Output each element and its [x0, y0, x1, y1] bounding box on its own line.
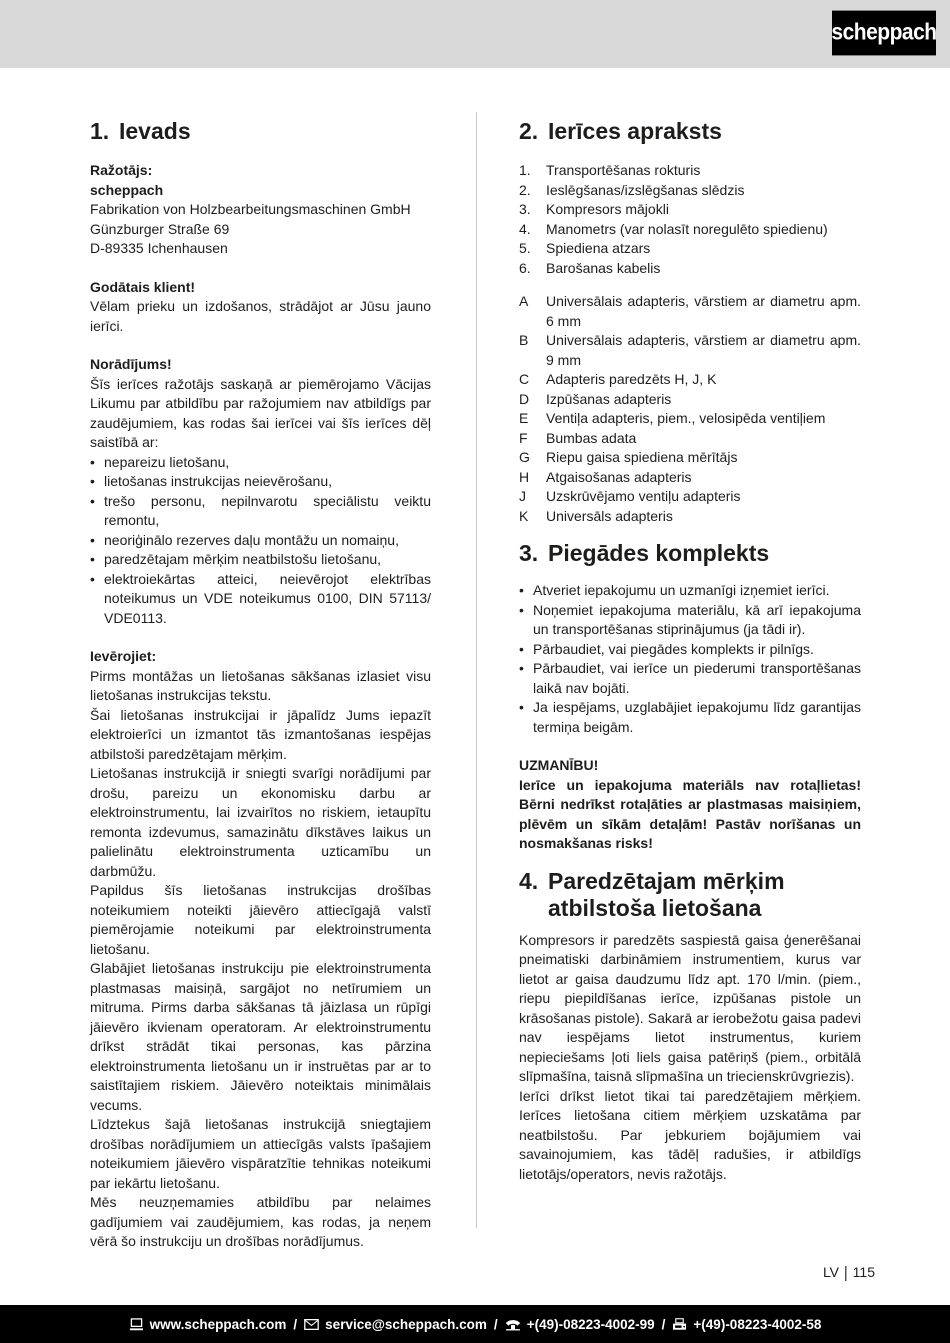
- item-text: Universālais adapteris, vārstiem ar diametru apm. 9 mm: [546, 332, 861, 368]
- item-text: Ventiļa adapteris, piem., velosipēda ventiļiem: [546, 410, 826, 426]
- item-number: 2.: [519, 181, 531, 198]
- bullet-marker: •: [90, 551, 95, 567]
- bullet-marker: •: [519, 601, 524, 618]
- section-3-number: 3.: [519, 540, 539, 566]
- note-bullet-text: elektroiekārtas atteici, neievērojot elektrības noteikumus un VDE noteikumus 0100, DIN 57113/ VDE0113.: [104, 570, 431, 626]
- item-letter: J: [519, 488, 526, 504]
- section-1-number: 1.: [90, 118, 110, 144]
- delivery-bullet-item: [519, 659, 861, 698]
- warning-heading: UZMANĪBU!: [519, 757, 599, 773]
- footer-separator: /: [293, 1316, 298, 1332]
- item-text: Adapteris paredzēts H, J, K: [546, 371, 717, 387]
- address-line: D-89335 Ichenhausen: [90, 240, 228, 256]
- item-text: Barošanas kabelis: [546, 259, 661, 276]
- observe-paragraph: Mēs neuzņemamies atbildību par nelaimes gadījumiem vai zaudējumiem, kas rodas, ja neņem vērā šo instrukciju un drošības norādījumus.: [90, 1194, 431, 1249]
- observe-paragraph: Papildus šīs lietošanas instrukcijas drošības noteikumiem noteikti jāievēro attiecīgajā valstī piemērojamie noteikumi par elektroinstrumenta lietošanu.: [90, 882, 431, 957]
- item-text: Kompresors mājokli: [546, 201, 669, 217]
- item-number: 4.: [519, 220, 531, 237]
- scheppach-logo-text: scheppach: [831, 19, 937, 46]
- footer-contact-bar: [0, 1305, 950, 1343]
- warning-block: [519, 756, 861, 854]
- envelope-icon: [304, 1319, 319, 1330]
- item-letter: D: [519, 390, 530, 407]
- delivery-bullet-text: Noņemiet iepakojuma materiālu, kā arī iepakojuma un transportēšanas stiprinājumus (ja tādi ir).: [533, 601, 861, 637]
- item-letter: A: [519, 293, 529, 309]
- observe-paragraph: Glabājiet lietošanas instrukciju pie elektroinstrumenta plastmasas maisiņā, sargājot no netīrumiem un mitruma. Pirms darba sākšanas tā jāizlasa un rūpīgi jāievēro ikvienam operatoram. Ar elektroinstrumentu drīkst strādāt tikai personas, kas pārzina elektroinstrumenta lietošanu un ir instruētas par ar to saistītajiem riskiem. Jāievēro noteiktais minimālais vecums.: [90, 960, 431, 1113]
- intended-use-paragraph: Kompresors ir paredzēts saspiestā gaisa ģenerēšanai pneimatiski darbināmiem instrumentiem, kurus var lietot ar gaisa daudzumu līdz apt. 170 l/min. (piem., riepu piepildīšanas ierīce, izpūšanas pistole un krāsošanas pistole). Sakarā ar ierobežotu gaisa padevi nav iespējams lietot instrumentus, kuriem nepieciešams ļoti liels gaisa patēriņš (piem., orbitālā slīpmašīna, taisnā slīpmašīna un triecienskrūvgriezis).: [519, 931, 861, 1084]
- address-line: Fabrikation von Holzbearbeitungsmaschinen GmbH: [90, 201, 411, 217]
- note-intro: Šīs ierīces ražotājs saskaņā ar piemērojamo Vācijas Likumu par atbildību par ražojumiem nav atbildīgs par zaudējumiem, kas rodas šai ierīcei vai šīs ierīces dēļ saistībā ar:: [90, 375, 431, 450]
- note-bullet-text: paredzētajam mērķim neatbilstošu lietošanu,: [104, 551, 382, 567]
- section-2-title: Ierīces apraksts: [548, 118, 722, 144]
- delivery-bullet-item: [519, 581, 861, 601]
- item-letter: E: [519, 410, 529, 426]
- note-bullet-text: lietošanas instrukcijas neievērošanu,: [104, 473, 333, 489]
- note-heading: Norādījums!: [90, 356, 172, 372]
- footer-phone-item: [505, 1317, 655, 1332]
- adapter-lettered-item: [519, 429, 861, 449]
- item-text: Bumbas adata: [546, 429, 637, 446]
- device-numbered-item: [519, 181, 861, 201]
- adapter-lettered-item: [519, 409, 861, 429]
- section-2-number: 2.: [519, 118, 539, 144]
- delivery-bullet-text: Pārbaudiet, vai piegādes komplekts ir pilnīgs.: [533, 640, 814, 657]
- adapter-lettered-item: [519, 390, 861, 410]
- bullet-marker: •: [90, 473, 95, 489]
- fax-icon: [672, 1318, 687, 1331]
- section-4-heading: [519, 868, 861, 922]
- scheppach-logo: [832, 11, 936, 56]
- page-marker-separator: |: [844, 1262, 848, 1282]
- observe-paragraph: Šai lietošanas instrukcijai ir jāpalīdz Jums iepazīt elektroierīci un izmantot tās izmantošanas iespējas atbilstoši paredzētajam mērķim.: [90, 706, 431, 762]
- manufacturer-name: scheppach: [90, 181, 164, 198]
- delivery-bullet-item: [519, 640, 861, 660]
- delivery-bullet-item: [519, 601, 861, 640]
- adapter-lettered-item: [519, 507, 861, 527]
- section-1-title: Ievads: [119, 118, 191, 144]
- note-bullet-item: [90, 531, 431, 551]
- delivery-bullet-text: Atveriet iepakojumu un uzmanīgi izņemiet ierīci.: [533, 582, 830, 598]
- left-column: [90, 118, 431, 1252]
- item-number: 3.: [519, 201, 531, 217]
- item-text: Spiediena atzars: [546, 240, 651, 256]
- footer-fax-item: [672, 1317, 821, 1332]
- customer-heading: Godātais klient!: [90, 278, 196, 295]
- device-numbered-item: [519, 200, 861, 220]
- item-text: Manometrs (var nolasīt noregulēto spiedienu): [546, 220, 828, 237]
- footer-separator: /: [661, 1316, 666, 1332]
- footer-fax: +(49)-08223-4002-58: [693, 1316, 822, 1332]
- section-3-title: Piegādes komplekts: [548, 540, 770, 566]
- section-3-heading: [519, 540, 861, 567]
- page-marker: [823, 1263, 875, 1282]
- adapter-lettered-item: [519, 370, 861, 390]
- computer-icon: [129, 1318, 144, 1331]
- section-4-title: Paredzētajam mērķim atbilstoša lietošana: [548, 867, 785, 921]
- delivery-bullet-item: [519, 698, 861, 737]
- footer-email-item: [304, 1317, 487, 1332]
- note-bullet-item: [90, 550, 431, 570]
- bullet-marker: •: [519, 582, 524, 598]
- footer-separator: /: [493, 1316, 498, 1332]
- item-number: 1.: [519, 162, 531, 178]
- observe-paragraph: Lietošanas instrukcijā ir sniegti svarīgi norādījumi par drošu, pareizu un ekonomisku darbu ar elektroinstrumentu, lai izvairītos no riskiem, ietaupītu remonta izdevumus, samazinātu dīkstāves laikus un palielinātu elektroinstrumenta uzticamību un darbmūžu.: [90, 765, 431, 879]
- bullet-marker: •: [90, 531, 95, 548]
- item-letter: C: [519, 371, 530, 387]
- item-text: Universālais adapteris, vārstiem ar diametru apm. 6 mm: [546, 293, 861, 329]
- intended-use-paragraph: Ierīci drīkst lietot tikai tai paredzētajiem mērķiem. Ierīces lietošana citiem mērķiem uzskatāma par neatbilstošu. Par jebkuriem bojājumiem vai savainojumiem, kas tādēļ radušies, ir atbildīgs lietotājs/operators, nevis ražotājs.: [519, 1087, 861, 1182]
- bullet-marker: •: [90, 570, 95, 587]
- note-bullet-text: trešo personu, nepilnvarotu speciālistu veiktu remontu,: [104, 492, 431, 528]
- footer-phone: +(49)-08223-4002-99: [526, 1316, 655, 1332]
- item-text: Ieslēgšanas/izslēgšanas slēdzis: [546, 181, 745, 198]
- phone-icon: [505, 1318, 521, 1331]
- adapter-lettered-item: [519, 468, 861, 488]
- item-text: Izpūšanas adapteris: [546, 390, 672, 407]
- item-text: Uzskrūvējamo ventiļu adapteris: [546, 488, 741, 504]
- device-numbered-item: [519, 239, 861, 259]
- bullet-marker: •: [519, 640, 524, 657]
- header-band: [0, 0, 950, 68]
- item-letter: B: [519, 332, 529, 348]
- item-text: Transportēšanas rokturis: [546, 162, 701, 178]
- note-bullet-item: [90, 570, 431, 629]
- column-divider: [476, 112, 477, 1228]
- device-numbered-item: [519, 259, 861, 279]
- item-letter: K: [519, 507, 529, 524]
- adapter-lettered-item: [519, 331, 861, 370]
- item-text: Atgaisošanas adapteris: [546, 468, 692, 485]
- bullet-marker: •: [519, 660, 524, 676]
- warning-text: Ierīce un iepakojuma materiāls nav rotaļlietas! Bērni nedrīkst rotaļāties ar plastmasas maisiņiem, plēvēm un sīkām detaļām! Pastāv norīšanas un nosmakšanas risks!: [519, 776, 861, 851]
- observe-heading: Ievērojiet:: [90, 648, 157, 664]
- bullet-marker: •: [90, 453, 95, 470]
- item-number: 5.: [519, 240, 531, 256]
- note-bullet-text: neoriģinālo rezerves daļu montāžu un nomaiņu,: [104, 531, 399, 548]
- item-letter: G: [519, 449, 530, 465]
- item-text: Riepu gaisa spiediena mērītājs: [546, 449, 738, 465]
- item-text: Universāls adapteris: [546, 507, 673, 524]
- customer-text: Vēlam prieku un izdošanos, strādājot ar Jūsu jauno ierīci.: [90, 298, 431, 334]
- footer-website-item: [129, 1317, 287, 1332]
- note-bullet-item: [90, 472, 431, 492]
- bullet-marker: •: [519, 699, 524, 715]
- footer-email: service@scheppach.com: [325, 1316, 487, 1332]
- observe-paragraph: Pirms montāžas un lietošanas sākšanas izlasiet visu lietošanas instrukcijas tekstu.: [90, 667, 431, 703]
- section-2-heading: [519, 118, 861, 145]
- section-1-heading: [90, 118, 431, 145]
- item-letter: F: [519, 429, 528, 446]
- observe-paragraph: Līdztekus šajā lietošanas instrukcijā sniegtajiem drošības norādījumiem un attiecīgās valsts īpašajiem noteikumiem jāievēro vispāratzītie tehnikas noteikumi par iekārtu lietošanu.: [90, 1116, 431, 1191]
- note-bullet-text: nepareizu lietošanu,: [104, 453, 230, 470]
- right-column: [519, 118, 861, 1184]
- address-line: Günzburger Straße 69: [90, 220, 230, 237]
- adapter-lettered-item: [519, 292, 861, 331]
- footer-website: www.scheppach.com: [149, 1316, 287, 1332]
- adapter-lettered-item: [519, 487, 861, 507]
- manufacturer-label: Ražotājs:: [90, 162, 153, 178]
- page-number: 115: [852, 1264, 875, 1280]
- section-4-number: 4.: [519, 867, 539, 894]
- item-letter: H: [519, 468, 530, 485]
- item-number: 6.: [519, 259, 531, 276]
- note-bullet-item: [90, 492, 431, 531]
- device-numbered-item: [519, 220, 861, 240]
- delivery-bullet-text: Pārbaudiet, vai ierīce un piederumi transportēšanas laikā nav bojāti.: [533, 660, 861, 696]
- device-numbered-item: [519, 161, 861, 181]
- note-bullet-item: [90, 453, 431, 473]
- bullet-marker: •: [90, 492, 95, 509]
- adapter-lettered-item: [519, 448, 861, 468]
- page-language-code: LV: [822, 1264, 840, 1280]
- delivery-bullet-text: Ja iespējams, uzglabājiet iepakojumu līdz garantijas termiņa beigām.: [533, 699, 861, 735]
